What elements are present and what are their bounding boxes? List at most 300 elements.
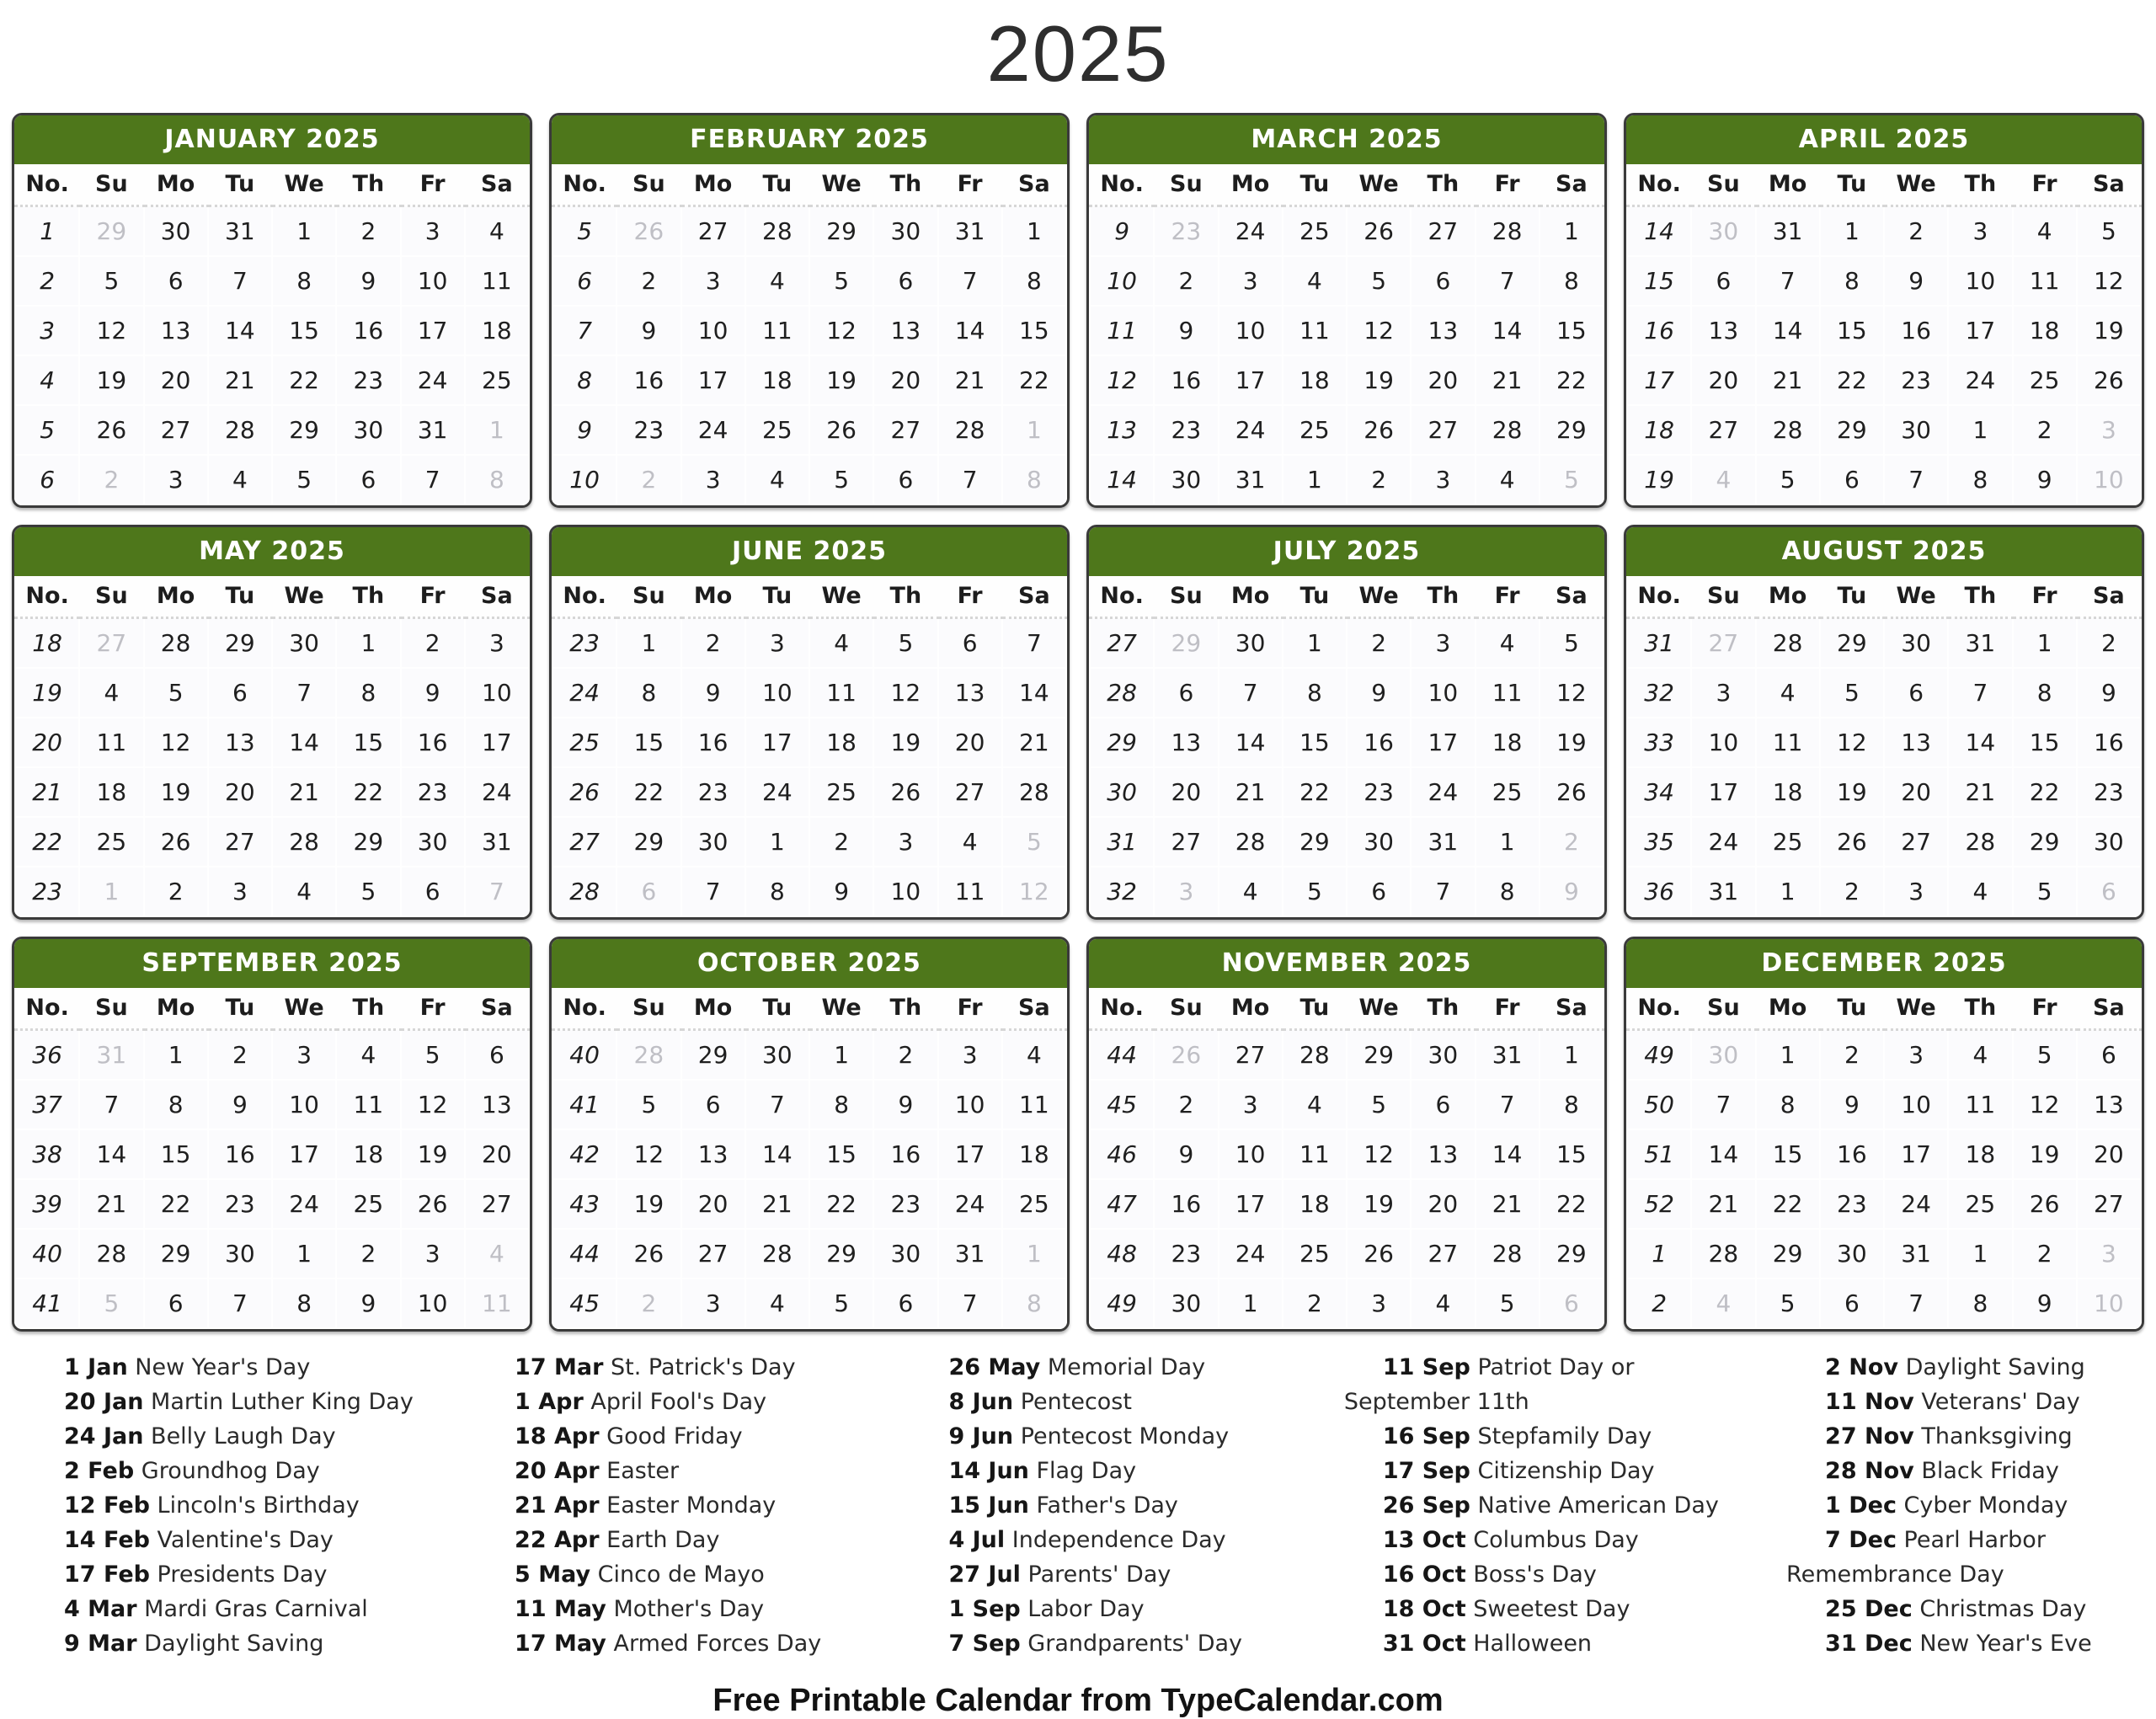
week-row	[1090, 405, 1604, 455]
day-header: Su	[616, 988, 680, 1030]
day-cell: 31	[1691, 867, 1755, 916]
day-cell: 30	[401, 817, 465, 867]
week-number: 26	[552, 767, 616, 817]
day-cell: 31	[401, 405, 465, 455]
day-header: No.	[15, 576, 79, 618]
week-row	[15, 206, 529, 257]
month-card	[549, 937, 1070, 1332]
day-header: Mo	[144, 988, 208, 1030]
week-number: 41	[552, 1080, 616, 1129]
day-cell: 2	[616, 455, 680, 504]
day-cell: 13	[1411, 306, 1475, 355]
day-cell: 8	[1283, 668, 1347, 718]
week-row	[1627, 1229, 2141, 1279]
day-cell: 4	[79, 668, 143, 718]
day-cell: 1	[809, 1030, 873, 1081]
week-row	[1090, 1279, 1604, 1328]
holiday-date: 20 Jan	[64, 1389, 144, 1416]
day-cell: 5	[1283, 867, 1347, 916]
day-cell: 21	[79, 1179, 143, 1229]
day-header: Fr	[401, 988, 465, 1030]
day-cell-holiday: 5	[1756, 455, 1820, 504]
week-number: 18	[15, 618, 79, 669]
holiday-item: 18 Apr Good Friday	[515, 1423, 743, 1450]
month-table	[552, 164, 1067, 505]
day-cell: 6	[873, 1279, 937, 1328]
day-cell: 6	[1884, 668, 1948, 718]
week-number: 30	[1090, 767, 1154, 817]
day-cell: 9	[336, 1279, 400, 1328]
day-cell-holiday: 25	[1948, 1179, 2012, 1229]
month-card	[1086, 113, 1607, 508]
week-row	[552, 1229, 1066, 1279]
week-number: 23	[15, 867, 79, 916]
day-header: Th	[1948, 576, 2012, 618]
day-cell: 13	[1411, 1129, 1475, 1179]
week-number: 12	[1090, 355, 1154, 405]
holiday-date: 12 Feb	[64, 1492, 150, 1519]
day-cell-holiday: 16	[873, 1129, 937, 1179]
holiday-item: 11 Nov Veterans' Day	[1825, 1389, 2080, 1416]
day-cell: 25	[2013, 355, 2077, 405]
day-cell-holiday: 11	[336, 1080, 400, 1129]
week-number: 6	[15, 455, 79, 504]
day-cell: 16	[1347, 718, 1411, 767]
day-cell: 27	[1884, 817, 1948, 867]
day-cell: 8	[1540, 256, 1604, 306]
day-cell: 29	[1820, 405, 1884, 455]
page-title: 2025	[986, 9, 1170, 98]
week-number: 24	[552, 668, 616, 718]
holiday-date: 8 Jun	[948, 1389, 1014, 1416]
day-cell: 28	[1948, 817, 2012, 867]
week-number: 13	[1090, 405, 1154, 455]
holiday-column	[25, 1350, 456, 1661]
day-cell: 3	[272, 1030, 336, 1081]
holiday-item: 17 Sep Citizenship Day	[1382, 1458, 1655, 1485]
week-number: 41	[15, 1279, 79, 1328]
day-header: Mo	[681, 576, 745, 618]
week-number: 11	[1090, 306, 1154, 355]
week-row	[1627, 1080, 2141, 1129]
holiday-item: 17 Feb Presidents Day	[64, 1562, 328, 1588]
holiday-date: 17 May	[515, 1631, 606, 1658]
day-cell: 8	[144, 1080, 208, 1129]
day-header: No.	[15, 164, 79, 206]
day-cell: 27	[2077, 1179, 2141, 1229]
day-cell: 30	[1691, 206, 1755, 257]
day-cell: 11	[465, 1279, 529, 1328]
day-cell: 24	[1219, 1229, 1283, 1279]
day-cell: 10	[1411, 668, 1475, 718]
holiday-date: 27 Jul	[948, 1562, 1021, 1588]
day-cell: 23	[1347, 767, 1411, 817]
day-cell: 4	[1691, 1279, 1755, 1328]
day-cell: 1	[1540, 206, 1604, 257]
month-card	[12, 937, 532, 1332]
day-cell: 27	[208, 817, 272, 867]
day-cell: 4	[1219, 867, 1283, 916]
day-cell-holiday: 17	[1219, 355, 1283, 405]
week-row	[1627, 256, 2141, 306]
day-cell: 23	[2077, 767, 2141, 817]
day-cell: 2	[1154, 256, 1218, 306]
day-cell: 6	[1540, 1279, 1604, 1328]
day-cell: 8	[336, 668, 400, 718]
holiday-date: 4 Mar	[64, 1596, 137, 1623]
day-cell: 30	[1411, 1030, 1475, 1081]
week-row	[15, 1279, 529, 1328]
week-number: 29	[1090, 718, 1154, 767]
day-cell: 9	[873, 1080, 937, 1129]
week-number: 31	[1627, 618, 1691, 669]
day-cell: 31	[465, 817, 529, 867]
day-cell: 5	[809, 455, 873, 504]
day-cell: 17	[401, 306, 465, 355]
day-cell: 18	[336, 1129, 400, 1179]
day-header: Th	[1411, 988, 1475, 1030]
day-cell: 10	[1219, 1129, 1283, 1179]
day-cell: 10	[745, 668, 809, 718]
week-row	[1090, 1229, 1604, 1279]
week-number: 49	[1090, 1279, 1154, 1328]
day-cell: 29	[1820, 618, 1884, 669]
day-header: Su	[1691, 164, 1755, 206]
day-cell: 16	[1154, 355, 1218, 405]
day-cell: 19	[1347, 1179, 1411, 1229]
day-cell: 20	[873, 355, 937, 405]
day-cell: 18	[745, 355, 809, 405]
day-cell: 10	[873, 867, 937, 916]
day-cell: 7	[1884, 1279, 1948, 1328]
day-cell: 15	[1540, 306, 1604, 355]
day-cell-holiday: 1	[1756, 1030, 1820, 1081]
month-table	[552, 988, 1067, 1329]
day-cell: 29	[79, 206, 143, 257]
day-cell: 9	[1347, 668, 1411, 718]
day-cell: 8	[1948, 1279, 2012, 1328]
day-cell: 27	[1411, 206, 1475, 257]
day-cell-holiday: 31	[1476, 1030, 1540, 1081]
day-header: Th	[873, 164, 937, 206]
holiday-date: 27 Nov	[1825, 1423, 1914, 1450]
day-cell: 29	[1154, 618, 1218, 669]
week-number: 5	[15, 405, 79, 455]
week-number: 10	[552, 455, 616, 504]
day-cell: 1	[336, 618, 400, 669]
day-cell: 13	[1691, 306, 1755, 355]
day-cell: 14	[1219, 718, 1283, 767]
day-cell: 30	[1884, 405, 1948, 455]
week-row	[1627, 355, 2141, 405]
day-cell: 27	[681, 206, 745, 257]
day-cell: 9	[1820, 1080, 1884, 1129]
day-cell: 30	[873, 206, 937, 257]
day-cell: 30	[1884, 618, 1948, 669]
day-cell: 16	[681, 718, 745, 767]
week-row	[552, 1129, 1066, 1179]
day-header: Tu	[745, 576, 809, 618]
week-number: 21	[15, 767, 79, 817]
day-cell: 12	[1820, 718, 1884, 767]
day-cell: 16	[1884, 306, 1948, 355]
day-header: Su	[79, 164, 143, 206]
holiday-date: 9 Mar	[64, 1631, 137, 1658]
day-cell: 9	[1154, 1129, 1218, 1179]
month-title: DECEMBER 2025	[1626, 939, 2142, 988]
day-header: Tu	[745, 988, 809, 1030]
day-cell: 30	[1154, 455, 1218, 504]
week-number: 22	[15, 817, 79, 867]
day-cell-holiday: 4	[1283, 256, 1347, 306]
day-cell: 1	[1002, 1229, 1066, 1279]
week-number: 2	[15, 256, 79, 306]
week-row	[552, 455, 1066, 504]
site-footer: Free Printable Calendar from TypeCalendar.com	[712, 1683, 1444, 1719]
week-row	[1090, 817, 1604, 867]
day-cell: 2	[1540, 817, 1604, 867]
day-header: Sa	[465, 988, 529, 1030]
day-cell: 26	[79, 405, 143, 455]
day-header: We	[272, 576, 336, 618]
week-number: 14	[1090, 455, 1154, 504]
day-header: Su	[1691, 576, 1755, 618]
day-cell: 14	[208, 306, 272, 355]
day-cell: 25	[1756, 817, 1820, 867]
week-number: 8	[552, 355, 616, 405]
day-cell: 14	[1476, 306, 1540, 355]
day-cell: 13	[144, 306, 208, 355]
week-row	[552, 767, 1066, 817]
day-cell: 3	[2077, 1229, 2141, 1279]
day-cell: 10	[401, 1279, 465, 1328]
day-header-row	[1627, 988, 2141, 1030]
day-header: Sa	[1002, 576, 1066, 618]
day-cell: 12	[1347, 1129, 1411, 1179]
week-number: 32	[1627, 668, 1691, 718]
day-cell: 3	[938, 1030, 1002, 1081]
day-cell-holiday: 14	[938, 306, 1002, 355]
week-number: 5	[552, 206, 616, 257]
day-cell: 6	[873, 256, 937, 306]
day-cell: 4	[465, 206, 529, 257]
day-cell: 10	[272, 1080, 336, 1129]
day-cell: 8	[1002, 256, 1066, 306]
day-cell: 8	[809, 1080, 873, 1129]
week-row	[15, 718, 529, 767]
day-cell: 25	[1283, 1229, 1347, 1279]
day-cell: 22	[616, 767, 680, 817]
week-number: 15	[1627, 256, 1691, 306]
day-cell: 28	[208, 405, 272, 455]
day-cell: 10	[1884, 1080, 1948, 1129]
day-header: Fr	[938, 164, 1002, 206]
month-title: JUNE 2025	[552, 527, 1067, 576]
day-cell-holiday: 15	[616, 718, 680, 767]
week-number: 36	[15, 1030, 79, 1081]
holiday-date: 13 Oct	[1382, 1527, 1466, 1554]
week-number: 28	[1090, 668, 1154, 718]
day-cell: 19	[144, 767, 208, 817]
day-cell: 6	[2077, 867, 2141, 916]
day-header: Tu	[1820, 988, 1884, 1030]
day-cell: 24	[465, 767, 529, 817]
day-cell: 6	[1154, 668, 1218, 718]
day-cell: 28	[1691, 1229, 1755, 1279]
day-cell: 9	[401, 668, 465, 718]
day-cell: 26	[1347, 1229, 1411, 1279]
week-row	[15, 1080, 529, 1129]
day-cell: 5	[1820, 668, 1884, 718]
day-cell: 3	[1219, 1080, 1283, 1129]
day-cell: 7	[1476, 1080, 1540, 1129]
day-header-row	[1090, 988, 1604, 1030]
week-row	[1627, 206, 2141, 257]
day-cell: 14	[1948, 718, 2012, 767]
holiday-item: 20 Apr Easter	[515, 1458, 680, 1485]
day-cell: 7	[1219, 668, 1283, 718]
day-cell-holiday: 18	[1002, 1129, 1066, 1179]
day-cell: 27	[681, 1229, 745, 1279]
week-row	[552, 206, 1066, 257]
holiday-date: 21 Apr	[515, 1492, 600, 1519]
day-cell: 15	[336, 718, 400, 767]
day-cell: 9	[2013, 455, 2077, 504]
month-card	[1624, 525, 2144, 920]
day-cell: 1	[1476, 817, 1540, 867]
week-row	[1090, 1080, 1604, 1129]
month-title: NOVEMBER 2025	[1089, 939, 1604, 988]
day-cell: 29	[208, 618, 272, 669]
day-cell: 19	[873, 718, 937, 767]
day-header-row	[15, 988, 529, 1030]
month-table	[1626, 164, 2142, 505]
day-cell: 6	[938, 618, 1002, 669]
day-header: We	[272, 988, 336, 1030]
day-cell: 10	[2077, 1279, 2141, 1328]
holiday-date: 7 Dec	[1825, 1527, 1897, 1554]
day-cell: 11	[938, 867, 1002, 916]
day-cell: 28	[745, 1229, 809, 1279]
day-cell-holiday: 11	[1283, 1129, 1347, 1179]
day-cell: 12	[1540, 668, 1604, 718]
day-cell: 10	[1948, 256, 2012, 306]
day-cell: 18	[465, 306, 529, 355]
week-row	[1627, 817, 2141, 867]
holiday-date: 20 Apr	[515, 1458, 600, 1485]
day-cell: 20	[938, 718, 1002, 767]
day-cell: 21	[208, 355, 272, 405]
day-header-row	[15, 164, 529, 206]
day-cell: 1	[616, 618, 680, 669]
week-row	[1627, 1129, 2141, 1179]
week-number: 31	[1090, 817, 1154, 867]
day-cell: 8	[1820, 256, 1884, 306]
day-cell: 7	[465, 867, 529, 916]
week-row	[552, 718, 1066, 767]
day-cell: 25	[745, 405, 809, 455]
week-row	[15, 867, 529, 916]
day-cell-holiday: 4	[745, 455, 809, 504]
day-cell: 22	[809, 1179, 873, 1229]
day-header: Fr	[938, 988, 1002, 1030]
holiday-item: 26 Sep Native American Day	[1382, 1492, 1719, 1519]
week-number: 49	[1627, 1030, 1691, 1081]
day-cell: 18	[1283, 355, 1347, 405]
day-cell-holiday: 17	[465, 718, 529, 767]
day-cell: 6	[1691, 256, 1755, 306]
day-cell: 24	[1948, 355, 2012, 405]
day-cell: 7	[1756, 256, 1820, 306]
day-cell: 30	[208, 1229, 272, 1279]
week-row	[552, 867, 1066, 916]
day-header-row	[552, 164, 1066, 206]
day-header: No.	[1090, 576, 1154, 618]
day-cell: 20	[681, 1179, 745, 1229]
day-cell: 16	[616, 355, 680, 405]
month-table	[1089, 576, 1604, 917]
day-cell: 11	[745, 306, 809, 355]
week-number: 35	[1627, 817, 1691, 867]
week-row	[1090, 1179, 1604, 1229]
day-cell: 14	[272, 718, 336, 767]
day-cell: 18	[1476, 718, 1540, 767]
week-number: 9	[552, 405, 616, 455]
week-number: 4	[15, 355, 79, 405]
day-cell: 15	[809, 1129, 873, 1179]
day-cell: 24	[1884, 1179, 1948, 1229]
day-cell: 4	[208, 455, 272, 504]
day-cell: 26	[1540, 767, 1604, 817]
week-number: 45	[1090, 1080, 1154, 1129]
day-cell: 27	[79, 618, 143, 669]
holiday-item: 5 May Cinco de Mayo	[515, 1562, 765, 1588]
day-cell: 25	[809, 767, 873, 817]
day-cell: 28	[144, 618, 208, 669]
day-header: Mo	[1756, 988, 1820, 1030]
day-cell: 3	[208, 867, 272, 916]
day-header: We	[809, 164, 873, 206]
day-cell: 21	[1691, 1179, 1755, 1229]
week-number: 17	[1627, 355, 1691, 405]
day-cell: 2	[2013, 1229, 2077, 1279]
week-row	[1090, 455, 1604, 504]
day-cell: 6	[681, 1080, 745, 1129]
day-cell: 2	[2077, 618, 2141, 669]
holiday-date: 15 Jun	[948, 1492, 1029, 1519]
holiday-date: 4 Jul	[948, 1527, 1006, 1554]
day-cell: 1	[1948, 1229, 2012, 1279]
month-card	[1086, 937, 1607, 1332]
day-cell: 6	[1411, 1080, 1475, 1129]
day-cell: 3	[681, 1279, 745, 1328]
day-cell-holiday: 7	[79, 1080, 143, 1129]
day-header: Tu	[208, 988, 272, 1030]
day-cell: 8	[745, 867, 809, 916]
day-cell: 31	[1948, 618, 2012, 669]
day-cell: 11	[1948, 1080, 2012, 1129]
holiday-item: 25 Dec Christmas Day	[1825, 1596, 2087, 1623]
day-cell: 5	[1540, 455, 1604, 504]
day-cell: 2	[336, 1229, 400, 1279]
day-cell: 3	[1347, 1279, 1411, 1328]
day-cell: 29	[272, 405, 336, 455]
day-cell: 22	[144, 1179, 208, 1229]
day-cell: 3	[1411, 455, 1475, 504]
day-cell: 23	[1154, 206, 1218, 257]
day-cell: 22	[336, 767, 400, 817]
week-row	[15, 618, 529, 669]
